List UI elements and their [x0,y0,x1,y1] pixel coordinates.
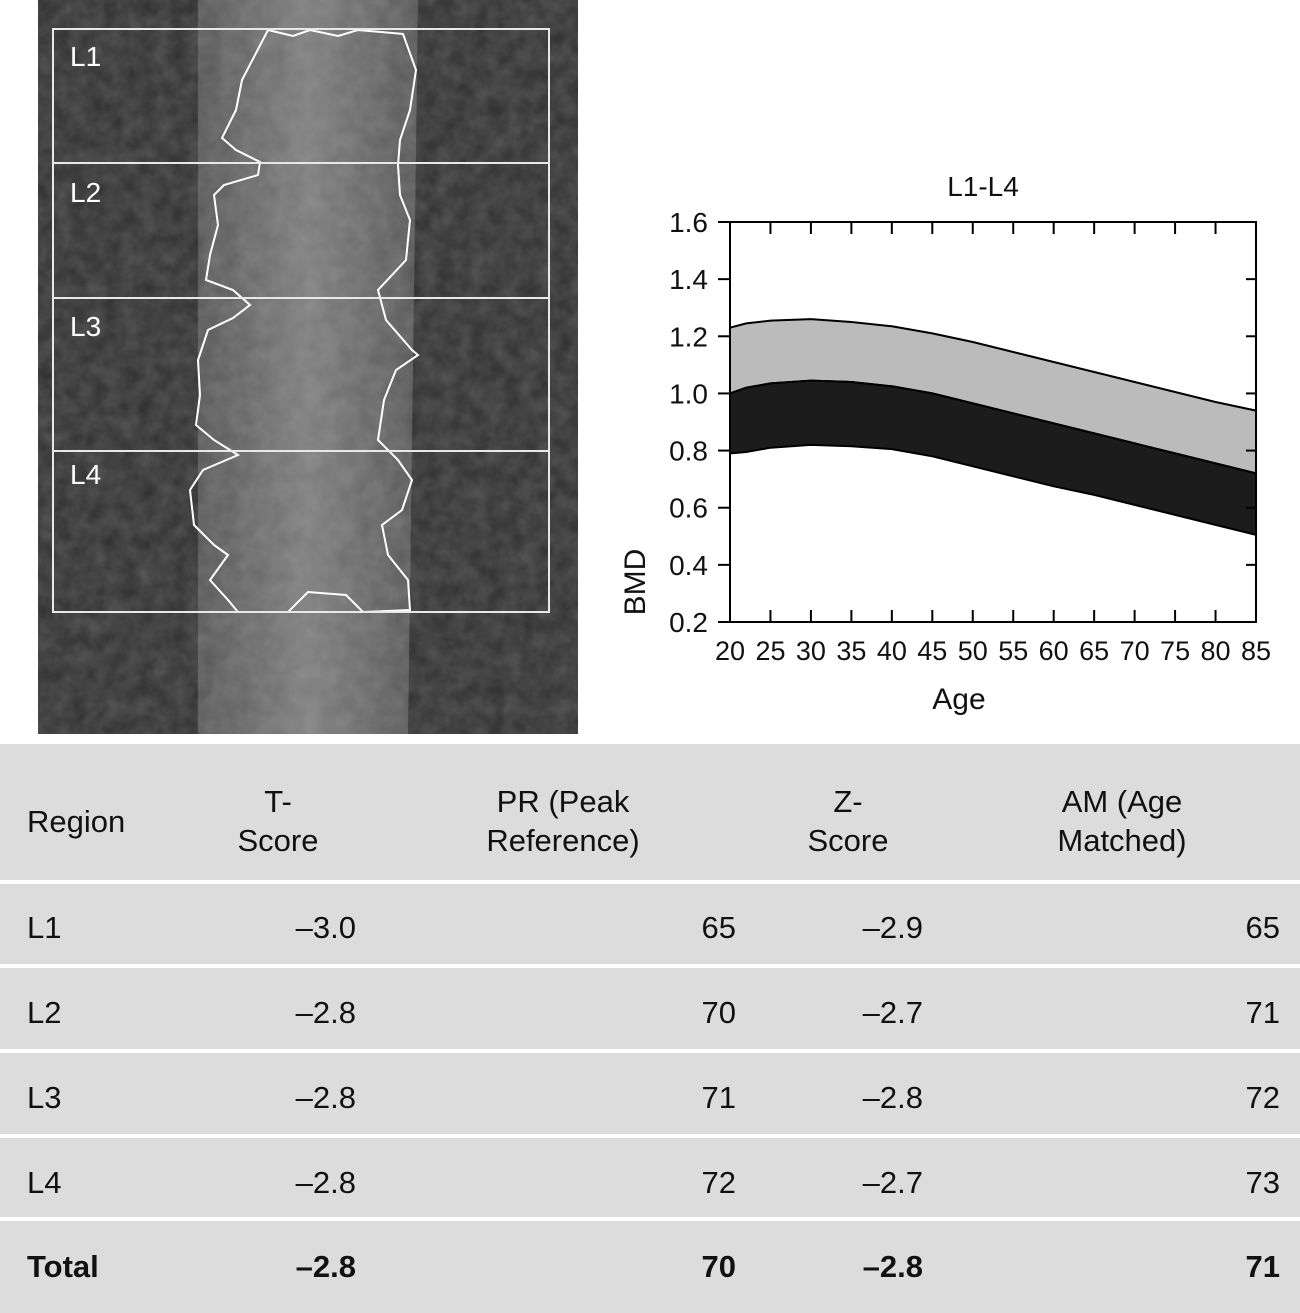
header-peak-reference: PR (Peak Reference) [486,784,640,858]
x-tick-label: 40 [876,636,907,666]
header-z-score: Z- Score [807,784,889,858]
table-header-row [0,782,1300,862]
x-tick-label: 70 [1119,636,1150,666]
x-tick-label: 60 [1038,636,1069,666]
x-tick-label: 45 [917,636,948,666]
x-tick-label: 25 [755,636,786,666]
x-axis-label: Age [932,683,986,716]
chart-title: L1-L4 [947,171,1019,202]
spine-scan-image [38,0,578,734]
y-tick-label: 0.8 [669,435,708,467]
x-tick-label: 80 [1200,636,1231,666]
x-tick-label: 55 [998,636,1029,666]
y-tick-label: 1.0 [669,378,708,410]
y-tick-label: 0.4 [669,549,708,581]
header-age-matched: AM (Age Matched) [1057,784,1187,858]
x-tick-label: 35 [836,636,867,666]
vertebra-label-l4: L4 [70,459,102,490]
y-tick-label: 1.6 [669,207,708,238]
y-tick-label: 1.4 [669,264,708,296]
y-tick-label: 0.2 [669,607,708,638]
y-tick-label: 1.2 [669,321,708,353]
header-t-score: T- Score [237,784,319,858]
x-tick-label: 65 [1079,636,1110,666]
vertebra-label-l1: L1 [70,41,102,72]
x-tick-label: 50 [957,636,988,666]
x-tick-label: 85 [1240,636,1272,666]
header-region: Region [27,804,126,839]
y-tick-label: 0.6 [669,492,708,524]
x-tick-label: 30 [795,636,826,666]
x-tick-label: 20 [714,636,746,666]
x-tick-label: 75 [1160,636,1191,666]
vertebra-label-l3: L3 [70,311,102,342]
vertebra-label-l2: L2 [70,177,102,208]
y-axis-label: BMD [619,548,652,616]
bmd-chart [600,160,1300,740]
results-table: Region T- Score PR (Peak Reference) Z- Score AM (Age Matched) L1 –3.0 65 –2.9 65 L2 –2.8 70 –2.7 71 L3 –2.8 71 –2.8 72 L4 –2.8 72 –2.7 73 Total –2.8 70 –2.8 71 [0,744,1300,1313]
